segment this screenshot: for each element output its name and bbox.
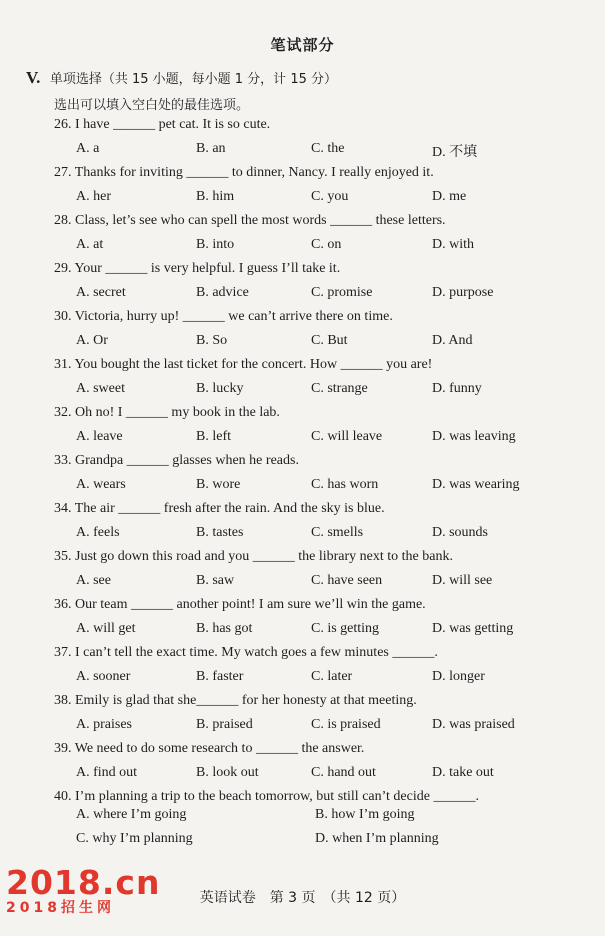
answer-option: D. me [432, 189, 467, 204]
section-instruction: 选出可以填入空白处的最佳选项。 [54, 98, 250, 113]
answer-option: A. leave [76, 429, 123, 444]
answer-option: A. at [76, 237, 104, 252]
answer-option: C. will leave [311, 429, 383, 444]
answer-option: A. sooner [76, 669, 131, 684]
question-stem: 28. Class, let’s see who can spell the most words ______ these letters. [54, 213, 446, 228]
answer-option: B. faster [196, 669, 244, 684]
answer-option: C. later [311, 669, 353, 684]
answer-option: A. see [76, 573, 111, 588]
answer-option: D. was getting [432, 621, 514, 636]
answer-option: C. is getting [311, 621, 380, 636]
question-stem: 38. Emily is glad that she______ for her honesty at that meeting. [54, 693, 417, 708]
question-stem: 27. Thanks for inviting ______ to dinner, Nancy. I really enjoyed it. [54, 165, 434, 180]
answer-option: C. have seen [311, 573, 383, 588]
answer-option: C. But [311, 333, 348, 348]
answer-option: D. with [432, 237, 474, 252]
watermark-subtitle: 2018招生网 [6, 900, 115, 916]
question-item [54, 739, 594, 787]
answer-option: D. funny [432, 381, 482, 396]
watermark-logo [6, 863, 161, 916]
answer-option: B. tastes [196, 525, 244, 540]
answer-option: A. Or [76, 333, 108, 348]
question-item [54, 259, 594, 307]
answer-option: A. praises [76, 717, 132, 732]
question-item [54, 787, 594, 846]
question-stem: 31. You bought the last ticket for the concert. How ______ you are! [54, 357, 433, 372]
page-title: 笔试部分 [270, 36, 335, 54]
question-stem: 39. We need to do some research to ______ the answer. [54, 741, 365, 756]
question-item [54, 595, 594, 643]
question-item [54, 355, 594, 403]
question-item [54, 499, 594, 547]
section-title: 单项选择（共 15 小题，每小题 1 分，计 15 分） [49, 72, 337, 87]
question-item [54, 163, 594, 211]
answer-option: A. find out [76, 765, 138, 780]
answer-option: D. 不填 [432, 145, 478, 160]
answer-option: D. was wearing [432, 477, 520, 492]
question-item [54, 547, 594, 595]
answer-option: C. why I’m planning [76, 831, 193, 846]
answer-option: D. take out [432, 765, 494, 780]
question-stem: 33. Grandpa ______ glasses when he reads. [54, 453, 299, 468]
question-stem: 35. Just go down this road and you ______ the library next to the bank. [54, 549, 453, 564]
question-stem: 29. Your ______ is very helpful. I guess I’ll take it. [54, 261, 341, 276]
question-stem: 30. Victoria, hurry up! ______ we can’t arrive there on time. [54, 309, 393, 324]
answer-option: A. will get [76, 621, 136, 636]
question-item [54, 307, 594, 355]
question-stem: 34. The air ______ fresh after the rain. And the sky is blue. [54, 501, 385, 516]
answer-option: D. purpose [432, 285, 494, 300]
question-item [54, 643, 594, 691]
answer-option: A. her [76, 189, 111, 204]
question-item [54, 691, 594, 739]
answer-option: C. you [311, 189, 349, 204]
answer-option: A. secret [76, 285, 126, 300]
answer-option: D. will see [432, 573, 493, 588]
answer-option: B. So [196, 333, 228, 348]
answer-option: D. was praised [432, 717, 515, 732]
answer-option: B. an [196, 141, 226, 156]
answer-option: B. wore [196, 477, 241, 492]
answer-option: D. was leaving [432, 429, 516, 444]
answer-option: A. feels [76, 525, 120, 540]
question-item [54, 451, 594, 499]
answer-option: C. the [311, 141, 345, 156]
answer-option: D. longer [432, 669, 485, 684]
answer-option: B. how I’m going [315, 807, 415, 822]
answer-option: C. smells [311, 525, 364, 540]
answer-option: B. left [196, 429, 231, 444]
answer-option: B. praised [196, 717, 253, 732]
question-item [54, 115, 594, 163]
answer-option: B. has got [196, 621, 253, 636]
answer-option: C. is praised [311, 717, 381, 732]
answer-option: D. And [432, 333, 473, 348]
answer-option: B. lucky [196, 381, 244, 396]
answer-option: D. sounds [432, 525, 489, 540]
answer-option: A. wears [76, 477, 126, 492]
question-stem: 36. Our team ______ another point! I am sure we’ll win the game. [54, 597, 426, 612]
answer-option: C. strange [311, 381, 368, 396]
watermark-logo-text: 2018.cn [6, 863, 161, 902]
section-header [26, 68, 337, 88]
answer-option: B. look out [196, 765, 259, 780]
answer-option: A. sweet [76, 381, 125, 396]
answer-option: B. saw [196, 573, 235, 588]
answer-option: D. when I’m planning [315, 831, 439, 846]
question-stem: 26. I have ______ pet cat. It is so cute. [54, 117, 271, 132]
answer-option: A. a [76, 141, 100, 156]
answer-option: C. has worn [311, 477, 379, 492]
answer-option: B. him [196, 189, 235, 204]
answer-option: B. advice [196, 285, 249, 300]
answer-option: C. promise [311, 285, 373, 300]
question-stem: 40. I’m planning a trip to the beach tomorrow, but still can’t decide ______. [54, 789, 479, 804]
page-footer: 英语试卷 第 3 页 （共 12 页） [199, 890, 406, 906]
question-list [54, 115, 594, 846]
answer-option: B. into [196, 237, 235, 252]
answer-option: C. on [311, 237, 342, 252]
question-item [54, 403, 594, 451]
question-stem: 37. I can’t tell the exact time. My watch goes a few minutes ______. [54, 645, 438, 660]
section-numeral: V. [26, 68, 41, 87]
answer-option: A. where I’m going [76, 807, 187, 822]
question-item [54, 211, 594, 259]
question-stem: 32. Oh no! I ______ my book in the lab. [54, 405, 280, 420]
answer-option: C. hand out [311, 765, 376, 780]
